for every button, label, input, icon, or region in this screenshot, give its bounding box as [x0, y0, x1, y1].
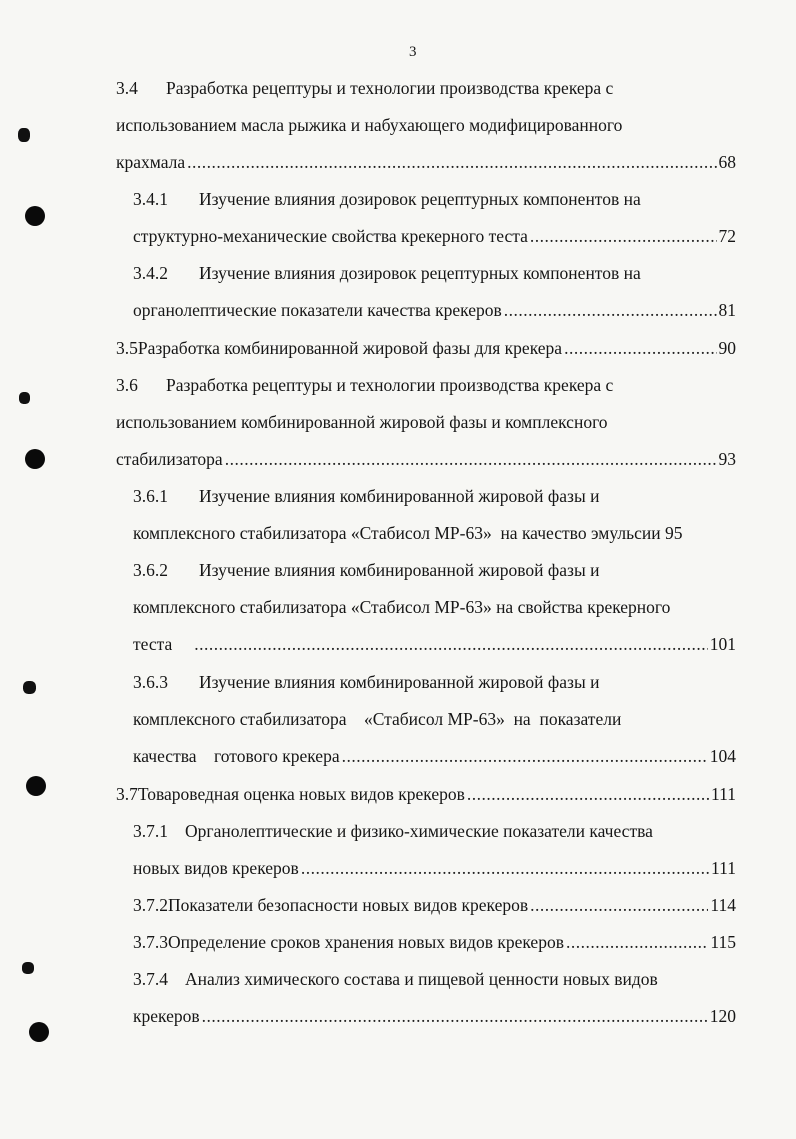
toc-number: 3.4.2	[133, 263, 168, 283]
toc-title: Изучение влияния комбинированной жировой фазы и	[199, 672, 600, 692]
toc-page-number: 68	[718, 152, 736, 172]
toc-entry-3-6-line1	[116, 371, 613, 399]
dot-leader	[301, 854, 709, 882]
toc-page-number: 90	[718, 338, 736, 358]
toc-title: Изучение влияния дозировок рецептурных компонентов на	[199, 189, 641, 209]
scan-mark	[18, 128, 30, 142]
toc-entry-3-6-1-line2	[133, 519, 682, 547]
scan-mark	[22, 962, 34, 974]
dot-leader	[530, 222, 717, 250]
toc-entry-3-6-line2	[116, 408, 608, 436]
toc-page-number: 72	[718, 226, 736, 246]
toc-entry-3-7-4-line2	[133, 1002, 736, 1030]
toc-entry-3-4-1-line2	[133, 222, 736, 250]
toc-title-continued: качества готового крекера	[133, 746, 340, 766]
dot-leader	[187, 148, 716, 176]
toc-page-number: 114	[710, 895, 736, 915]
toc-number: 3.7.1	[133, 821, 168, 841]
toc-entry-3-6-3-line2	[133, 705, 621, 733]
toc-title: Анализ химического состава и пищевой ценности новых видов	[185, 969, 658, 989]
toc-title-continued: использованием комбинированной жировой фазы и комплексного	[116, 412, 608, 432]
toc-entry-3-6-3-line1	[133, 668, 599, 696]
toc-title: Органолептические и физико-химические показатели качества	[185, 821, 653, 841]
dot-leader	[504, 296, 717, 324]
toc-page-number: 93	[718, 449, 736, 469]
toc-title: Определение сроков хранения новых видов крекеров	[168, 932, 564, 952]
toc-number: 3.5	[116, 338, 138, 358]
page-number: 3	[409, 44, 417, 60]
toc-page-number: 81	[718, 300, 736, 320]
dot-leader	[342, 742, 708, 770]
toc-title: Изучение влияния комбинированной жировой фазы и	[199, 560, 600, 580]
toc-number: 3.6.2	[133, 560, 168, 580]
toc-entry-3-6-3-line3	[133, 742, 736, 770]
binder-hole	[25, 206, 45, 226]
toc-entry-3-6-line3	[116, 445, 736, 473]
toc-entry-3-4-line3	[116, 148, 736, 176]
toc-title-continued: крекеров	[133, 1006, 200, 1026]
toc-title-continued: теста	[133, 634, 173, 654]
toc-page-number: 111	[711, 784, 736, 804]
toc-entry-3-7-4-line1	[133, 965, 658, 993]
toc-title-continued: комплексного стабилизатора «Стабисол МР-63» на свойства крекерного	[133, 597, 671, 617]
toc-page-number: 101	[709, 634, 736, 654]
toc-entry-3-4-2-line1	[133, 259, 641, 287]
scan-mark	[23, 681, 36, 694]
toc-title-continued: органолептические показатели качества крекеров	[133, 300, 502, 320]
toc-title: Товароведная оценка новых видов крекеров	[137, 784, 465, 804]
toc-title-continued: новых видов крекеров	[133, 858, 299, 878]
toc-entry-3-7-3	[133, 928, 736, 956]
toc-entry-3-7	[116, 780, 736, 808]
toc-title-continued: стабилизатора	[116, 449, 223, 469]
binder-hole	[29, 1022, 49, 1042]
toc-entry-3-6-2-line3	[133, 630, 736, 658]
toc-number: 3.4	[116, 78, 138, 98]
toc-title: Разработка рецептуры и технологии производства крекера с	[166, 375, 614, 395]
toc-number: 3.6.1	[133, 486, 168, 506]
binder-hole	[26, 776, 46, 796]
toc-entry-3-4-1-line1	[133, 185, 641, 213]
toc-title-continued: структурно-механические свойства крекерного теста	[133, 226, 528, 246]
toc-entry-3-7-2	[133, 891, 736, 919]
toc-number: 3.6	[116, 375, 138, 395]
toc-title: Показатели безопасности новых видов крекеров	[168, 895, 529, 915]
toc-title-continued: комплексного стабилизатора «Стабисол МР-63» на показатели	[133, 709, 622, 729]
dot-leader	[467, 780, 709, 808]
toc-title-continued: использованием масла рыжика и набухающего модифицированного	[116, 115, 623, 135]
toc-entry-3-7-1-line2	[133, 854, 736, 882]
toc-title: Изучение влияния комбинированной жировой фазы и	[199, 486, 600, 506]
toc-number: 3.7.2	[133, 895, 168, 915]
toc-title: Разработка рецептуры и технологии производства крекера с	[166, 78, 614, 98]
binder-hole	[25, 449, 45, 469]
toc-number: 3.6.3	[133, 672, 168, 692]
scan-mark	[19, 392, 30, 404]
toc-number: 3.7.4	[133, 969, 168, 989]
toc-page-number: 104	[709, 746, 736, 766]
toc-title-continued: крахмала	[116, 152, 186, 172]
toc-page-number: 120	[709, 1006, 736, 1026]
dot-leader	[194, 630, 708, 658]
toc-entry-3-5	[116, 334, 736, 362]
dot-leader	[530, 891, 708, 919]
toc-entry-3-4-2-line2	[133, 296, 736, 324]
toc-entry-3-6-2-line2	[133, 593, 670, 621]
toc-page-number: 115	[710, 932, 736, 952]
toc-entry-3-4-line2	[116, 111, 622, 139]
toc-page-number: 111	[711, 858, 736, 878]
toc-entry-3-4-line1	[116, 74, 613, 102]
toc-number: 3.4.1	[133, 189, 168, 209]
dot-leader	[564, 334, 716, 362]
toc-number: 3.7.3	[133, 932, 168, 952]
toc-entry-3-6-1-line1	[133, 482, 599, 510]
toc-entry-3-7-1-line1	[133, 817, 653, 845]
toc-title-continued: комплексного стабилизатора «Стабисол МР-63» на качество эмульсии 95	[133, 523, 683, 543]
dot-leader	[202, 1002, 708, 1030]
dot-leader	[566, 928, 708, 956]
toc-entry-3-6-2-line1	[133, 556, 599, 584]
dot-leader	[225, 445, 717, 473]
toc-number: 3.7	[116, 784, 138, 804]
toc-title: Разработка комбинированной жировой фазы для крекера	[137, 338, 563, 358]
toc-title: Изучение влияния дозировок рецептурных компонентов на	[199, 263, 641, 283]
